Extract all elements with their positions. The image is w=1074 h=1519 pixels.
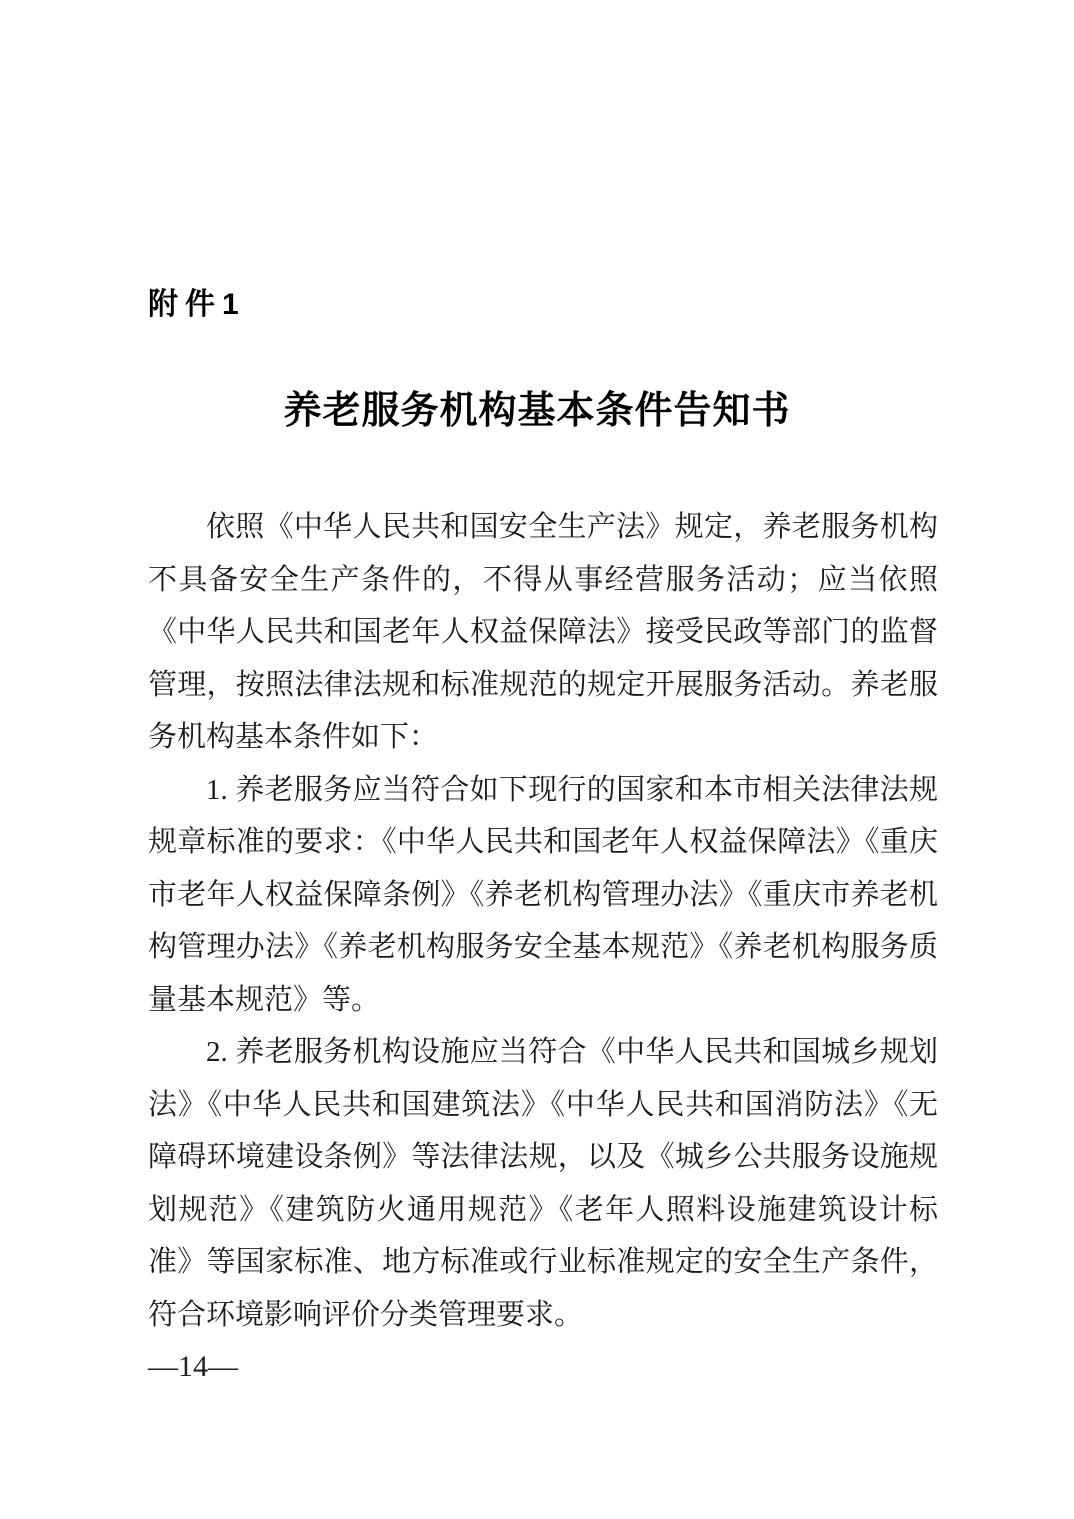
document-body: [148, 501, 938, 1341]
page-title: 养老服务机构基本条件告知书: [283, 390, 791, 432]
attachment-label: 附件1: [148, 288, 246, 321]
paragraph-item-1: 1. 养老服务应当符合如下现行的国家和本市相关法律法规规章标准的要求：《中华人民共和国老年人权益保障法》《重庆市老年人权益保障条例》《养老机构管理办法》《重庆市养老机构管理办法》《养老机构服务安全基本规范》《养老机构服务质量基本规范》等。: [148, 773, 938, 1016]
paragraph-item-2: 2. 养老服务机构设施应当符合《中华人民共和国城乡规划法》《中华人民共和国建筑法》《中华人民共和国消防法》《无障碍环境建设条例》等法律法规，以及《城乡公共服务设施规划规范》《建筑防火通用规范》《老年人照料设施建筑设计标准》等国家标准、地方标准或行业标准规定的安全生产条件，符合环境影响评价分类管理要求。: [148, 1036, 938, 1331]
page-number: —14—: [148, 1350, 238, 1383]
paragraph-intro: 依照《中华人民共和国安全生产法》规定，养老服务机构不具备安全生产条件的，不得从事经营服务活动；应当依照《中华人民共和国老年人权益保障法》接受民政等部门的监督管理，按照法律法规和标准规范的规定开展服务活动。养老服务机构基本条件如下：: [148, 511, 938, 753]
